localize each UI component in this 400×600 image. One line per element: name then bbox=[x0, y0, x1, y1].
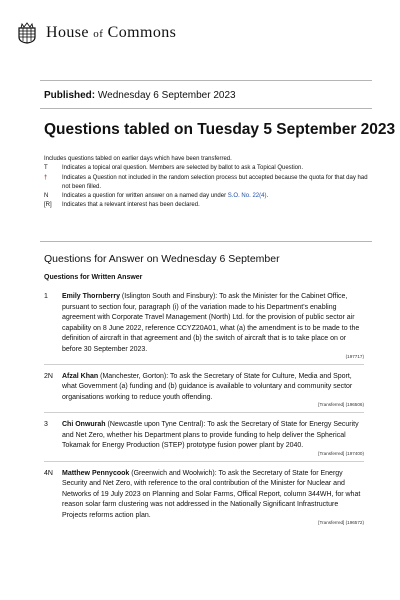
question-divider bbox=[44, 461, 364, 462]
page-header bbox=[16, 22, 176, 44]
question-number: 4N bbox=[44, 469, 53, 477]
divider-lower bbox=[40, 241, 372, 242]
legend-symbol: † bbox=[44, 174, 48, 181]
page-title: Questions tabled on Tuesday 5 September 2023 bbox=[44, 121, 396, 138]
question-list bbox=[44, 292, 364, 527]
question-text: To ask the Secretary of State for Energy Security and Net Zero, with reference to the oral contribution of the Minister for Nuclear and Networks of 19 July 2023 on Planning and Solar Farms, Offical Report, column 344WH, for what reason solar farm clustering was not addressed in the Nationally Significant Infrastructure Projects reforms action plan. bbox=[62, 469, 361, 519]
constituency: (Greenwich and Woolwich): bbox=[131, 469, 217, 477]
question-divider bbox=[44, 364, 364, 365]
question-body bbox=[62, 372, 364, 409]
sub-heading: Questions for Written Answer bbox=[44, 274, 143, 281]
organisation-name bbox=[46, 24, 176, 42]
org-word-2: of bbox=[93, 28, 104, 40]
constituency: (Manchester, Gorton): bbox=[100, 372, 169, 380]
question-text: To ask the Minister for the Cabinet Office, pursuant to section four, paragraph (i) of the variation made to his Department's enabling agreement with Corporate Travel Management (North) Ltd. for the provision of public sector air capability on 8 June 2022, reference CCYZ20A01, what (a) the amendment is to be made to the definition of aircraft in that agreement and (b) the switch of aircraft that is to take place on or before 30 September 2023. bbox=[62, 293, 360, 353]
question-reference: [Transferred] (197400) bbox=[318, 450, 364, 456]
question-reference: [Transferred] (196506) bbox=[318, 402, 364, 408]
section-heading: Questions for Answer on Wednesday 6 September bbox=[44, 253, 280, 265]
question-number: 3 bbox=[44, 421, 48, 429]
legend-item bbox=[44, 174, 374, 193]
legend-item bbox=[44, 201, 374, 210]
legend-text: Indicates a question for written answer on a named day under bbox=[62, 193, 228, 200]
member-name: Chi Onwurah bbox=[62, 421, 106, 429]
legend-text: Indicates a Question not included in the random selection process but accepted because the quota for that day had not been filled. bbox=[62, 174, 368, 190]
question-body bbox=[62, 469, 364, 527]
legend-symbol: N bbox=[44, 193, 49, 200]
question-text: To ask the Secretary of State for Energy Security and Net Zero, whether his Department plans to provide funding to help deliver the Spherical Tokamak for Energy Production (STEP) prototype fusion power plant by 2040. bbox=[62, 421, 359, 450]
question-number: 2N bbox=[44, 372, 53, 380]
legend-symbol: T bbox=[44, 165, 48, 172]
question-reference: [Transferred] (196572) bbox=[318, 520, 364, 526]
legend-item bbox=[44, 164, 374, 173]
question-item bbox=[44, 372, 364, 409]
question-body bbox=[62, 292, 364, 361]
question-body bbox=[62, 420, 364, 457]
legend-item bbox=[44, 192, 374, 201]
question-number: 1 bbox=[44, 293, 48, 300]
constituency: (Islington South and Finsbury): bbox=[121, 293, 218, 300]
portcullis-logo-icon bbox=[16, 22, 38, 44]
question-text: To ask the Secretary of State for Culture, Media and Sport, what Government (a) funding and (b) guidance is available to voluntary and community sector organisations working to reduce youth offending. bbox=[62, 372, 353, 401]
question-item bbox=[44, 420, 364, 457]
intro-block bbox=[44, 155, 374, 211]
org-word-3: Commons bbox=[107, 24, 177, 41]
legend-symbol: [R] bbox=[44, 202, 52, 209]
published-label: Published: bbox=[44, 90, 96, 101]
legend-text-end: . bbox=[266, 193, 269, 200]
question-divider bbox=[44, 412, 364, 413]
divider-top bbox=[40, 80, 372, 81]
intro-note: Includes questions tabled on earlier days which have been transferred. bbox=[44, 156, 232, 162]
published-line bbox=[44, 90, 236, 101]
published-date: Wednesday 6 September 2023 bbox=[97, 90, 236, 101]
member-name: Matthew Pennycook bbox=[62, 469, 130, 477]
legend-text: Indicates a topical oral question. Members are selected by ballot to ask a Topical Question. bbox=[62, 165, 304, 172]
divider-middle bbox=[40, 108, 372, 109]
legend-text: Indicates that a relevant interest has been declared. bbox=[62, 202, 200, 209]
question-reference: (197717) bbox=[345, 354, 364, 359]
question-item bbox=[44, 292, 364, 361]
question-item bbox=[44, 469, 364, 527]
member-name: Afzal Khan bbox=[62, 372, 99, 380]
constituency: (Newcastle upon Tyne Central): bbox=[107, 421, 206, 429]
org-word-1: House bbox=[46, 24, 89, 41]
member-name: Emily Thornberry bbox=[62, 293, 120, 300]
legend-text-wrap bbox=[62, 192, 374, 201]
standing-order-link[interactable]: S.O. No. 22(4) bbox=[227, 193, 267, 200]
